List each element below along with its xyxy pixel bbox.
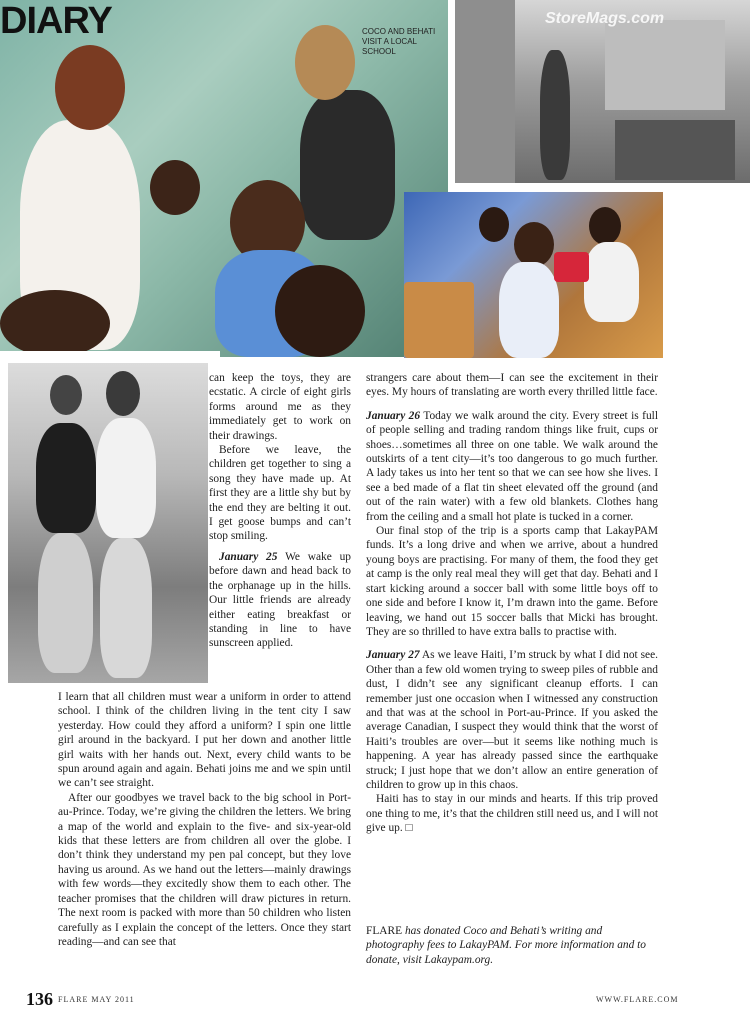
entry-date: January 27 bbox=[366, 649, 420, 662]
credit-text: has donated Coco and Behati’s writing and photography fees to LakayPAM. For more information and to donate, visit Lakaypam.org. bbox=[366, 925, 646, 966]
section-title: DIARY bbox=[0, 0, 112, 42]
photo-classroom-children bbox=[404, 192, 663, 358]
paragraph: Our final stop of the trip is a sports camp that LakayPAM funds. It’s a long drive and when we arrive, about a hundred young boys are practising. For many of them, the food they get at camp is the only real meal they will get that day. Behati and I start kicking around a soccer ball with some little boys off to one side and before I know it, I’m drawn into the game. Before leaving, we hand out 15 soccer balls that Micki has brought. They are so thrilled to have extra balls to practise with. bbox=[366, 525, 658, 638]
entry-date: January 25 bbox=[219, 550, 278, 563]
entry-text: Today we walk around the city. Every street is full of people selling and trading random things like fruit, cups or shoes…sometimes all three on one table. We walk around the outskirts of a tent city—it’s too dangerous to go much further. A lady takes us into her tent so that we can see how she lives. I see a bed made of a flat tin sheet elevated off the ground (and out of the rain water) with a few old blankets. Clothes hang from the ceiling and a small hot plate is tucked in a corner. bbox=[366, 409, 658, 523]
paragraph: Before we leave, the children get together to sing a song they have made up. At first they are a little shy but by the end they are belting it out. I get goose bumps and can’t stop smiling. bbox=[209, 444, 351, 543]
article-column-c bbox=[366, 371, 658, 836]
paragraph: Haiti has to stay in our minds and hearts. If this trip proved one thing to me, it’s that the children still need us, and I will not give up. □ bbox=[366, 793, 658, 835]
article-column-b bbox=[58, 690, 351, 949]
paragraph: I learn that all children must wear a uniform in order to attend school. I think of the children living in the tent city I saw yesterday. How could they afford a uniform? I spin one little girl around in the backyard. I put her down and another little girl waits with her hands out. Next, every child wants to be spun around again and again. Behati joins me and we spin until we can’t see straight. bbox=[58, 691, 351, 790]
donation-credit bbox=[366, 924, 658, 967]
photo-coco-and-behati bbox=[2, 357, 214, 689]
diary-entry bbox=[366, 409, 658, 524]
credit-lead: FLARE bbox=[366, 925, 403, 937]
watermark: StoreMags.com bbox=[545, 10, 665, 27]
paragraph: strangers care about them—I can see the excitement in their eyes. My hours of translating are worth every thrilled little face. bbox=[366, 372, 658, 399]
diary-entry bbox=[209, 550, 351, 651]
paragraph: can keep the toys, they are ecstatic. A circle of eight girls forms around me as they immediately get to work on their drawings. bbox=[209, 372, 351, 442]
entry-text: We wake up before dawn and head back to the orphanage up in the hills. Our little friends are already either eating breakfast or standing in line to have sunscreen applied. bbox=[209, 550, 351, 650]
paragraph: After our goodbyes we travel back to the big school in Port-au-Prince. Today, we’re giving the children the letters. We bring a map of the world and explain to the five- and six-year-old kids that these letters are from children all over the globe. I don’t think they understand my pen pal concept, but they love having us around. As we hand out the letters—mainly drawings with few words—they excitedly show them to each other. The teacher promises that the children will draw pictures in return. The next room is packed with more than 50 children who listen carefully as I explain the concept of the letters. Once they start reading—and can see that bbox=[58, 791, 351, 948]
photo-caption: COCO AND BEHATI VISIT A LOCAL SCHOOL bbox=[362, 27, 436, 56]
website-label: WWW.FLARE.COM bbox=[596, 995, 679, 1004]
issue-label: FLARE MAY 2011 bbox=[58, 995, 135, 1004]
page-number: 136 bbox=[26, 989, 53, 1009]
article-column-a bbox=[209, 371, 351, 651]
diary-entry bbox=[366, 648, 658, 792]
entry-date: January 26 bbox=[366, 409, 421, 422]
entry-text: As we leave Haiti, I’m struck by what I did not see. Other than a few old women trying to sweep piles of rubble and dust, I didn’t see any significant cleanup efforts. I can remember just one occasion when I witnessed any construction and that was at the school in Port-au-Prince. If you asked the average Canadian, I suspect they would think that the worst of Haiti’s troubles are over—but it seems like nothing much is happening. A year has already passed since the earthquake struck; I just hope that we don’t allow an entire generation of children to grow up in this chaos. bbox=[366, 649, 659, 791]
